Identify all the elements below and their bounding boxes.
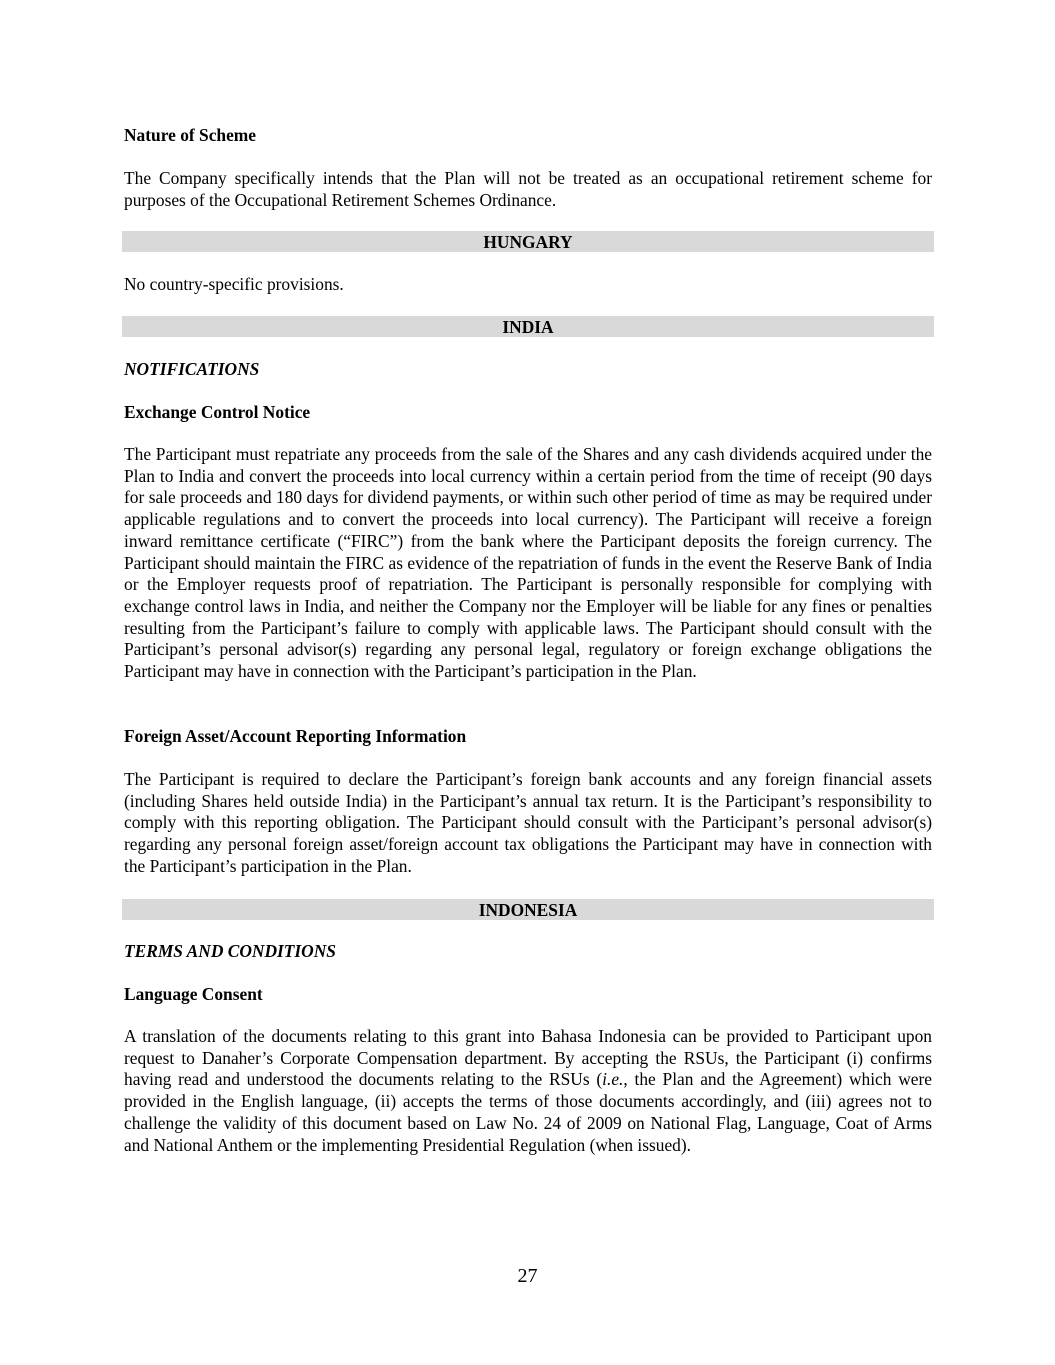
indonesia-section-band: INDONESIA — [122, 899, 934, 920]
language-consent-text-1: A translation of the documents relating to this grant into Bahasa Indonesia can be provided to Participant upon request to Danaher’s Corporate Compensation department. By accepting the RSUs, the Participant (i) confirms having read and understood the documents relating to the RSUs ( — [124, 1026, 932, 1090]
foreign-asset-heading: Foreign Asset/Account Reporting Information — [124, 726, 467, 746]
language-consent-body — [124, 1026, 932, 1156]
language-consent-text-2: , the Plan and the Agreement) which were provided in the English language, (ii) accepts the terms of those documents accordingly, and (iii) agrees not to challenge the validity of this document based on Law No. 24 of 2009 on National Flag, Language, Coat of Arms and National Anthem or the implementing Presidential Regulation (when issued). — [124, 1069, 932, 1155]
indonesia-terms-heading: TERMS AND CONDITIONS — [124, 941, 336, 961]
india-notifications-heading: NOTIFICATIONS — [124, 359, 260, 379]
language-consent-ie: i.e. — [602, 1069, 624, 1090]
exchange-control-body: The Participant must repatriate any proceeds from the sale of the Shares and any cash dividends acquired under the Plan to India and convert the proceeds into local currency within a certain period from the time of receipt (90 days for sale proceeds and 180 days for dividend payments, or within such other period of time as may be required under applicable regulations and to convert the proceeds into local currency). The Participant will receive a foreign inward remittance certificate (“FIRC”) from the bank where the Participant deposits the foreign currency. The Participant should maintain the FIRC as evidence of the repatriation of funds in the event the Reserve Bank of India or the Employer requests proof of repatriation. The Participant is personally responsible for complying with exchange control laws in India, and neither the Company nor the Employer will be liable for any fines or penalties resulting from the Participant’s failure to comply with applicable laws. The Participant should consult with the Participant’s personal advisor(s) regarding any personal legal, regulatory or foreign exchange obligations the Participant may have in connection with the Participant’s participation in the Plan. — [124, 444, 932, 682]
language-consent-heading: Language Consent — [124, 984, 263, 1004]
hungary-body: No country-specific provisions. — [124, 274, 344, 294]
hungary-section-band: HUNGARY — [122, 231, 934, 252]
exchange-control-heading: Exchange Control Notice — [124, 402, 311, 422]
nature-of-scheme-body: The Company specifically intends that the Plan will not be treated as an occupational retirement scheme for purposes of the Occupational Retirement Schemes Ordinance. — [124, 168, 932, 210]
page-number: 27 — [517, 1265, 538, 1287]
india-section-band: INDIA — [122, 316, 934, 337]
foreign-asset-body: The Participant is required to declare the Participant’s foreign bank accounts and any foreign financial assets (including Shares held outside India) in the Participant’s annual tax return. It is the Participant’s responsibility to comply with this reporting obligation. The Participant should consult with the Participant’s personal advisor(s) regarding any personal foreign asset/foreign account tax obligations the Participant may have in connection with the Participant’s participation in the Plan. — [124, 769, 932, 876]
nature-of-scheme-heading: Nature of Scheme — [124, 125, 257, 145]
